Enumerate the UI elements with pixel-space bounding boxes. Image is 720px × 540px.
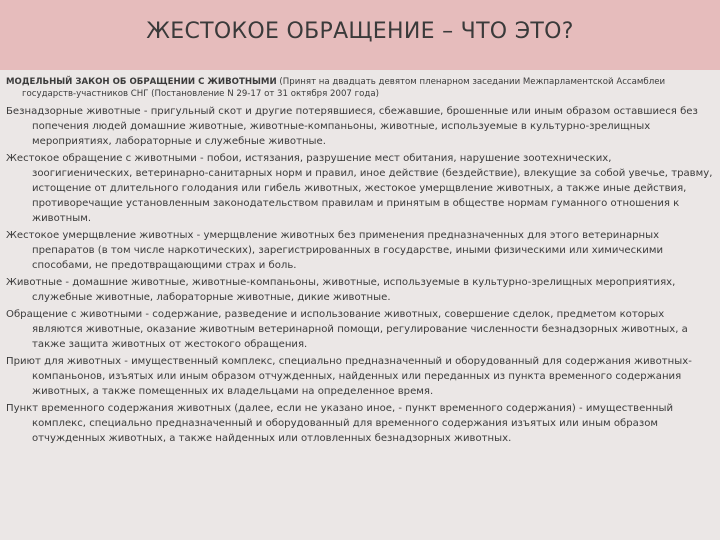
law-reference: [6, 76, 714, 100]
definition-cruel-killing: Жестокое умерщвление животных - умерщвление животных без применения предназначенных для этого ветеринарных препаратов (в том числе наркотических), зарегистрированных в государстве, иными физическими или химическими способами, не предотвращающими страх и боль.: [6, 230, 664, 271]
definition-cruel-treatment: Жестокое обращение с животными - побои, истязания, разрушение мест обитания, нарушение зоотехнических, зоогигиенических, ветеринарно-санитарных норм и правил, иное действие (бездействие), влекущие за собой увечье, травму, истощение от длительного голодания или гибель животных, жестокое умерщвление животных, а также иные действия, противоречащие установленным законодательством правилам и принятым в обществе нормам гуманного отношения к животным.: [6, 153, 713, 224]
law-heading: МОДЕЛЬНЫЙ ЗАКОН ОБ ОБРАЩЕНИИ С ЖИВОТНЫМИ: [6, 77, 277, 87]
definition-temporary-holding-point: Пункт временного содержания животных (далее, если не указано иное, - пункт временного содержания) - имущественный комплекс, специально предназначенный и оборудованный для временного содержания изъятых или иным образом отчужденных животных, а также найденных или отловленных безнадзорных животных.: [6, 403, 674, 444]
title-bar: [0, 0, 720, 70]
slide-title: ЖЕСТОКОЕ ОБРАЩЕНИЕ – ЧТО ЭТО?: [146, 18, 574, 44]
slide-content: [6, 76, 714, 536]
definition-animal-shelter: Приют для животных - имущественный комплекс, специально предназначенный и оборудованный для содержания животных-компаньонов, изъятых или иным образом отчужденных, найденных или переданных из пункта временного содержания животных, а также помещенных их владельцами на определенное время.: [6, 356, 692, 397]
law-note: (Принят на двадцать девятом пленарном заседании Межпарламентской Ассамблеи государств-участников СНГ (Постановление N 29-17 от 31 октября 2007 года): [22, 77, 666, 99]
definition-treatment-of-animals: Обращение с животными - содержание, разведение и использование животных, совершение сделок, предметом которых являются животные, оказание животным ветеринарной помощи, регулирование численности безнадзорных животных, а также защита животных от жестокого обращения.: [6, 309, 688, 350]
definition-animals: Животные - домашние животные, животные-компаньоны, животные, используемые в культурно-зрелищных мероприятиях, служебные животные, лабораторные животные, дикие животные.: [6, 277, 676, 303]
definition-stray-animals: Безнадзорные животные - пригульный скот и другие потерявшиеся, сбежавшие, брошенные или иным образом оставшиеся без попечения людей домашние животные, животные-компаньоны, животные, используемые в культурно-зрелищных мероприятиях, лабораторные и служебные животные.: [6, 106, 698, 147]
